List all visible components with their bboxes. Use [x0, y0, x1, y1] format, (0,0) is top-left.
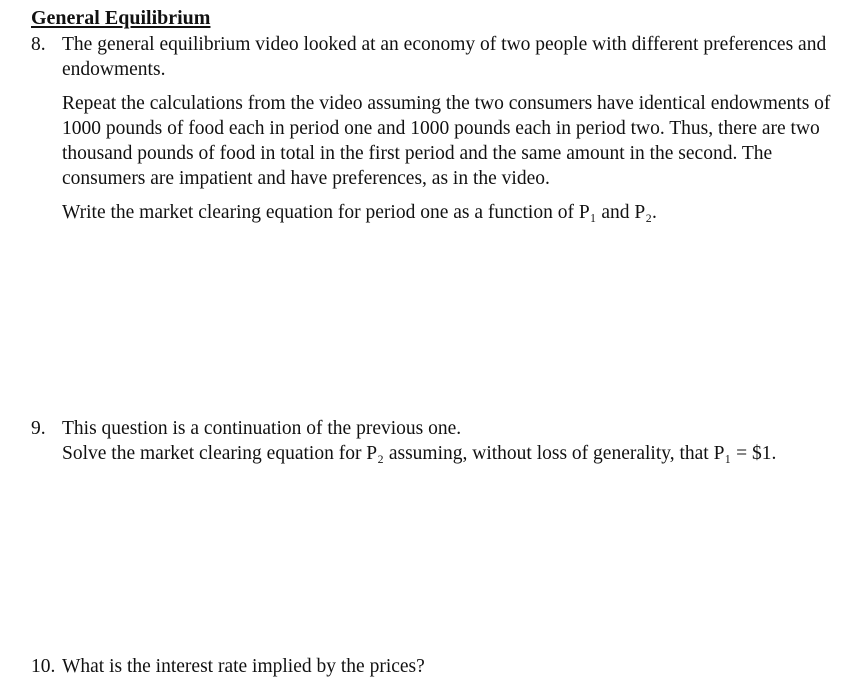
question-paragraph: Repeat the calculations from the video assuming the two consumers have identical endowments of 1000 pounds of food each in period one and 1000 pounds each in period two. Thus, there are two thousand pounds of food in total in the first period and the same amount in the second. The consumers are impatient and have preferences, as in the video. — [62, 93, 831, 189]
question-paragraph: Solve the market clearing equation for P₂ assuming, without loss of generality, that P₁ = $1. — [62, 443, 777, 464]
section-heading: General Equilibrium — [31, 7, 211, 29]
question-paragraph: Write the market clearing equation for period one as a function of P₁ and P₂. — [62, 202, 657, 223]
question-8 — [31, 32, 841, 225]
question-number: 9. — [31, 418, 46, 439]
question-number: 10. — [31, 656, 56, 677]
question-paragraph: The general equilibrium video looked at an economy of two people with different preferences and endowments. — [62, 34, 827, 80]
question-body — [62, 32, 842, 225]
question-9 — [31, 416, 841, 466]
question-body — [62, 654, 842, 679]
question-paragraph: This question is a continuation of the previous one. — [62, 418, 462, 439]
question-number: 8. — [31, 34, 46, 55]
question-10 — [31, 654, 841, 679]
question-paragraph: What is the interest rate implied by the prices? — [62, 656, 425, 677]
question-body — [62, 416, 842, 466]
